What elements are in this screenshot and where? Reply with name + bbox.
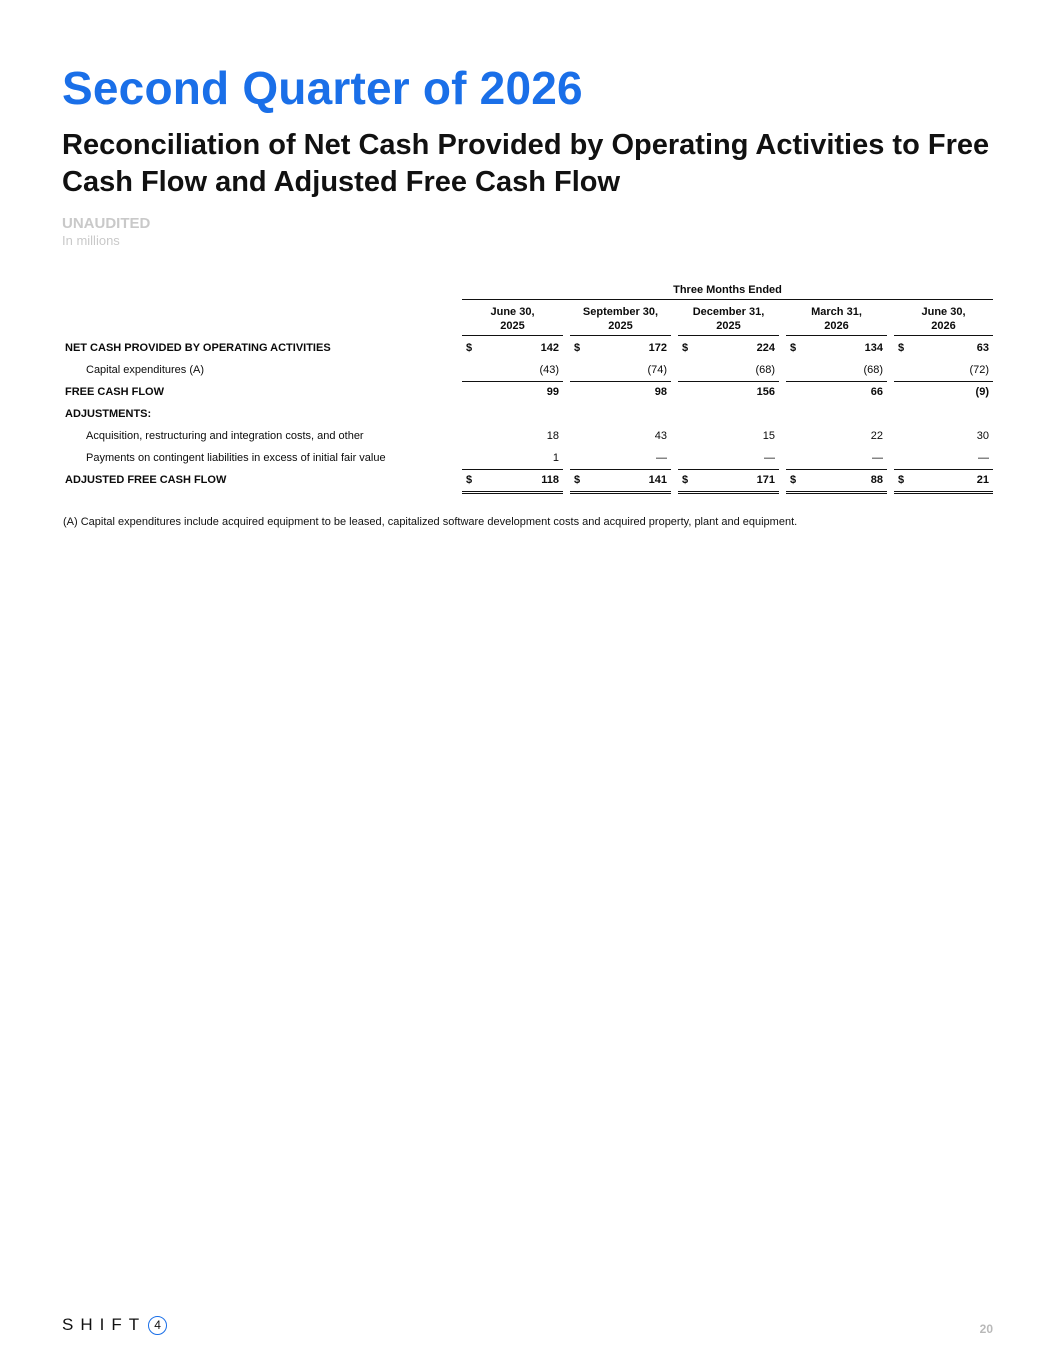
- currency-symbol: $: [574, 474, 581, 486]
- table-row-capex: [62, 359, 993, 381]
- table-cell: [570, 359, 671, 382]
- table-cell: [894, 469, 993, 494]
- currency-symbol: $: [466, 342, 473, 354]
- column-header-line1: June 30,: [921, 306, 966, 318]
- table-cell: [570, 337, 671, 359]
- cell-value: 118: [541, 474, 559, 486]
- cell-value: 156: [756, 386, 775, 398]
- currency-symbol: $: [790, 474, 797, 486]
- column-header-line2: 2026: [931, 320, 956, 332]
- table-cell: [894, 381, 993, 403]
- cell-value: 142: [540, 342, 559, 354]
- column-header-jun-2025: [462, 305, 563, 336]
- currency-symbol: $: [790, 342, 797, 354]
- table-cell: [894, 337, 993, 359]
- table-cell: [786, 469, 887, 494]
- cell-value: 134: [864, 342, 883, 354]
- table-cell: [462, 447, 563, 470]
- table-row-acquisition-costs: [62, 425, 993, 447]
- company-logo: [62, 1314, 167, 1336]
- table-cell: [678, 469, 779, 494]
- table-cell: [570, 469, 671, 494]
- table-cell: [462, 359, 563, 382]
- units-label: In millions: [62, 233, 120, 248]
- table-cell: [570, 425, 671, 447]
- table-cell: [462, 425, 563, 447]
- currency-symbol: $: [574, 342, 581, 354]
- column-header-line2: 2026: [824, 320, 849, 332]
- cell-value: —: [656, 452, 667, 464]
- page-title: Second Quarter of 2026: [62, 62, 583, 114]
- table-cell: [894, 425, 993, 447]
- cell-value: 224: [756, 342, 775, 354]
- row-label: Capital expenditures (A): [86, 364, 205, 376]
- table-cell: [462, 337, 563, 359]
- cell-value: (74): [647, 364, 667, 376]
- table-cell: [678, 337, 779, 359]
- cell-value: 172: [648, 342, 667, 354]
- table-cell: [894, 359, 993, 382]
- currency-symbol: $: [466, 474, 473, 486]
- column-header-line2: 2025: [500, 320, 525, 332]
- table-cell: [678, 381, 779, 403]
- cell-value: 21: [976, 474, 989, 486]
- row-label: ADJUSTED FREE CASH FLOW: [65, 474, 227, 486]
- cell-value: 66: [870, 386, 883, 398]
- table-cell: [894, 447, 993, 470]
- row-label: FREE CASH FLOW: [65, 386, 164, 398]
- cell-value: (43): [539, 364, 559, 376]
- column-header-line2: 2025: [716, 320, 741, 332]
- column-header-line1: September 30,: [582, 306, 659, 318]
- currency-symbol: $: [898, 342, 905, 354]
- column-header-line1: June 30,: [490, 306, 535, 318]
- cell-value: 30: [976, 430, 989, 442]
- cell-value: 43: [654, 430, 667, 442]
- currency-symbol: $: [898, 474, 905, 486]
- currency-symbol: $: [682, 474, 689, 486]
- cell-value: 98: [654, 386, 667, 398]
- cell-value: 88: [870, 474, 883, 486]
- table-row-net-cash: [62, 337, 993, 359]
- table-cell: [786, 447, 887, 470]
- cell-value: (9): [975, 386, 989, 398]
- unaudited-label: UNAUDITED: [62, 215, 151, 232]
- table-cell: [678, 425, 779, 447]
- cell-value: 22: [870, 430, 883, 442]
- cell-value: 1: [552, 452, 559, 464]
- row-label: Payments on contingent liabilities in excess of initial fair value: [86, 452, 386, 464]
- column-header-line2: 2025: [608, 320, 633, 332]
- logo-circle-icon: 4: [148, 1316, 167, 1335]
- cell-value: —: [978, 452, 989, 464]
- currency-symbol: $: [682, 342, 689, 354]
- cell-value: 63: [976, 342, 989, 354]
- cell-value: 171: [756, 474, 775, 486]
- table-cell: [786, 337, 887, 359]
- row-label: ADJUSTMENTS:: [65, 408, 152, 420]
- column-header-line1: December 31,: [692, 306, 765, 318]
- column-header-mar-2026: [786, 305, 887, 336]
- table-row-free-cash-flow: [62, 381, 993, 403]
- logo-wordmark: SHIFT: [62, 1315, 147, 1334]
- cell-value: —: [764, 452, 775, 464]
- table-cell: [570, 447, 671, 470]
- table-row-contingent-liabilities: [62, 447, 993, 469]
- column-header-jun-2026: [894, 305, 993, 336]
- table-cell: [462, 469, 563, 494]
- cell-value: 141: [648, 474, 667, 486]
- table-row-adjusted-free-cash-flow: [62, 469, 993, 491]
- cell-value: (68): [863, 364, 883, 376]
- cell-value: (72): [969, 364, 989, 376]
- cell-value: —: [872, 452, 883, 464]
- page-number: 20: [979, 1322, 993, 1336]
- table-cell: [678, 359, 779, 382]
- page-subtitle: Reconciliation of Net Cash Provided by Operating Activities to Free Cash Flow and Adjusted Free Cash Flow: [62, 129, 990, 198]
- table-cell: [570, 381, 671, 403]
- table-cell: [462, 381, 563, 403]
- column-header-dec-2025: [678, 305, 779, 336]
- cell-value: (68): [755, 364, 775, 376]
- table-cell: [786, 381, 887, 403]
- table-cell: [786, 425, 887, 447]
- row-label: Acquisition, restructuring and integration costs, and other: [86, 430, 364, 442]
- table-cell: [786, 359, 887, 382]
- period-header: Three Months Ended: [462, 284, 993, 300]
- cell-value: 15: [762, 430, 775, 442]
- column-header-sep-2025: [570, 305, 671, 336]
- footnote: (A) Capital expenditures include acquired equipment to be leased, capitalized software development costs and acquired property, plant and equipment.: [63, 516, 798, 528]
- table-row-adjustments-heading: [62, 403, 993, 425]
- column-header-line1: March 31,: [811, 306, 862, 318]
- cell-value: 18: [546, 430, 559, 442]
- cell-value: 99: [546, 386, 559, 398]
- row-label: NET CASH PROVIDED BY OPERATING ACTIVITIES: [65, 342, 331, 354]
- table-cell: [678, 447, 779, 470]
